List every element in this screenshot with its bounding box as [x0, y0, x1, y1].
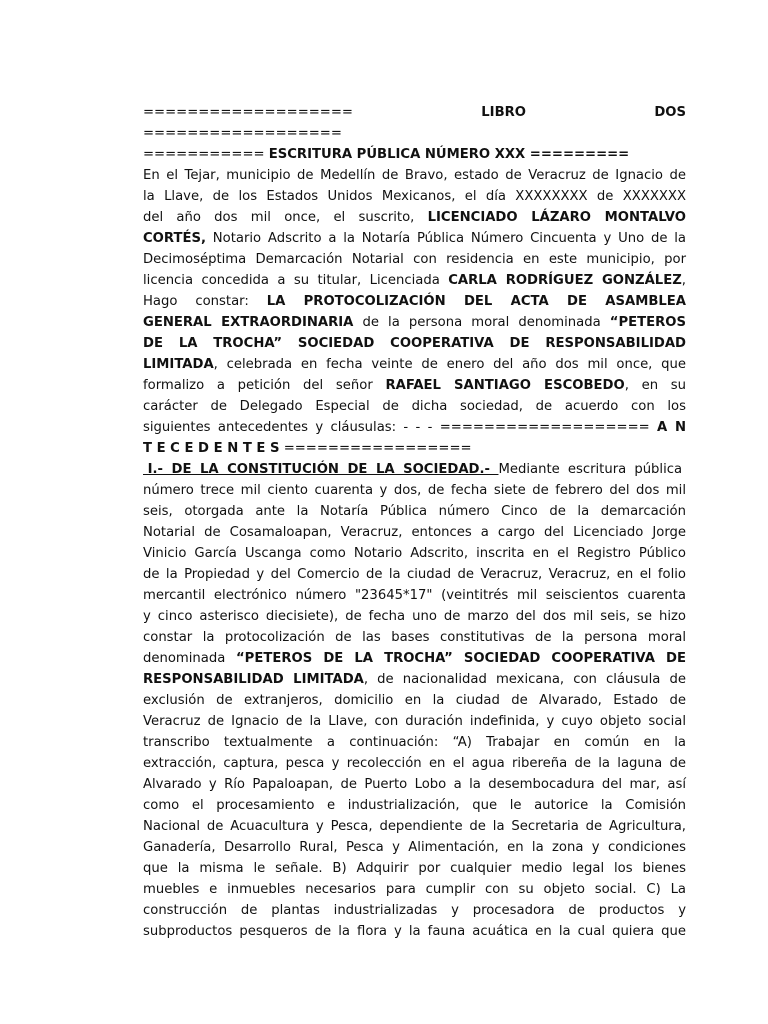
text-line [143, 690, 686, 711]
text-line [143, 795, 686, 816]
text-run: exclusión de extranjeros, domicilio en la ciudad de Alvarado, Estado de [143, 693, 686, 708]
text-line [143, 459, 686, 480]
text-run: como el procesamiento e industrialización, que le autorice la Comisión [143, 798, 686, 813]
text-line [143, 774, 686, 795]
text-run: RESPONSABILIDAD LIMITADA [143, 672, 364, 687]
text-line [143, 291, 686, 312]
text-line [143, 711, 686, 732]
text-line [143, 396, 686, 417]
text-line [143, 900, 686, 921]
text-line [143, 564, 686, 585]
text-line [143, 186, 686, 207]
text-line [143, 333, 686, 354]
text-run: ================== [143, 126, 342, 141]
document-page [143, 102, 686, 942]
text-run: ESCRITURA PÚBLICA NÚMERO XXX ========= [268, 147, 630, 162]
text-run: seis, otorgada ante la Notaría Pública número Cinco de la demarcación [143, 504, 686, 519]
text-line [143, 228, 686, 249]
text-run: muebles e inmuebles necesarios para cumplir con su objeto social. C) La [143, 882, 686, 897]
text-run: denominada [143, 651, 237, 666]
text-run: I.- DE LA CONSTITUCIÓN DE LA SOCIEDAD.- [143, 462, 499, 477]
text-run: carácter de Delegado Especial de dicha sociedad, de acuerdo con los [143, 399, 686, 414]
text-line [143, 417, 686, 438]
text-run: LICENCIADO LÁZARO MONTALVO [427, 210, 686, 225]
text-run: En el Tejar, municipio de Medellín de Bravo, estado de Veracruz de Ignacio de [143, 168, 686, 183]
text-run: formalizo a petición del señor [143, 378, 386, 393]
text-run: la Llave, de los Estados Unidos Mexicanos, el día XXXXXXXX de XXXXXXX [143, 189, 686, 204]
text-line [143, 732, 686, 753]
text-run: “PETEROS [609, 315, 686, 330]
text-run: DE LA TROCHA” SOCIEDAD COOPERATIVA DE RESPONSABILIDAD [143, 336, 686, 351]
text-run: Notario Adscrito a la Notaría Pública Número Cincuenta y Uno de la [205, 231, 686, 246]
text-run: del año dos mil once, el suscrito, [143, 210, 428, 225]
text-line [143, 207, 686, 228]
text-line [143, 753, 686, 774]
text-line [143, 858, 686, 879]
text-run: de la Propiedad y del Comercio de la ciudad de Veracruz, Veracruz, en el folio [143, 567, 686, 582]
text-run: T E C E D E N T E S [143, 441, 280, 456]
text-run: número trece mil ciento cuarenta y dos, de fecha siete de febrero del dos mil [143, 483, 686, 498]
text-line [143, 270, 686, 291]
text-line [143, 375, 686, 396]
text-run: Ganadería, Desarrollo Rural, Pesca y Alimentación, en la zona y condiciones [143, 840, 686, 855]
text-run: ================= [279, 441, 472, 456]
text-run: LIMITADA [143, 357, 214, 372]
text-run: Decimoséptima Demarcación Notarial con residencia en este municipio, por [143, 252, 686, 267]
text-run: Mediante escritura pública [498, 462, 683, 477]
text-run: LIBRO [481, 105, 527, 120]
text-run: transcribo textualmente a continuación: “A) Trabajar en común en la [143, 735, 686, 750]
text-run: constar la protocolización de las bases constitutivas de la persona moral [143, 630, 686, 645]
text-line [143, 669, 686, 690]
text-line [143, 879, 686, 900]
text-run: de la persona moral denominada [353, 315, 610, 330]
text-run: LA PROTOCOLIZACIÓN DEL ACTA DE ASAMBLEA [266, 294, 686, 309]
text-run: extracción, captura, pesca y recolección en el agua ribereña de la laguna de [143, 756, 686, 771]
text-run: Nacional de Acuacultura y Pesca, dependiente de la Secretaria de Agricultura, [143, 819, 686, 834]
text-run: =========== [143, 147, 269, 162]
text-line [143, 249, 686, 270]
text-run: , en su [624, 378, 687, 393]
text-run: DOS [654, 105, 686, 120]
text-line [143, 816, 686, 837]
text-run: “PETEROS DE LA TROCHA” SOCIEDAD COOPERATIVA DE [236, 651, 686, 666]
text-run: Vinicio García Uscanga como Notario Adscrito, inscrita en el Registro Público [143, 546, 686, 561]
text-line [143, 921, 686, 942]
text-run: y cinco asterisco diecisiete), de fecha uno de marzo del dos mil seis, se hizo [143, 609, 686, 624]
text-run: Hago constar: [143, 294, 267, 309]
text-line [143, 627, 686, 648]
text-run: Alvarado y Río Papaloapan, de Puerto Lobo a la desembocadura del mar, así [143, 777, 686, 792]
text-run: construcción de plantas industrializadas y procesadora de productos y [143, 903, 686, 918]
text-line [143, 522, 686, 543]
text-line [143, 102, 686, 123]
text-run: CORTÉS, [143, 231, 206, 246]
text-run: licencia concedida a su titular, Licenciada [143, 273, 449, 288]
text-line [143, 480, 686, 501]
text-line [143, 123, 686, 144]
text-line [143, 606, 686, 627]
text-line [143, 501, 686, 522]
text-run: subproductos pesqueros de la flora y la fauna acuática en la cual quiera que [143, 924, 686, 939]
text-run: mercantil electrónico número "23645*17" (veintitrés mil seiscientos cuarenta [143, 588, 686, 603]
text-line [143, 165, 686, 186]
text-run: =================== [143, 105, 353, 120]
text-line [143, 354, 686, 375]
text-run: que la misma le señale. B) Adquirir por cualquier medio legal los bienes [143, 861, 686, 876]
text-line [143, 585, 686, 606]
text-run: GENERAL EXTRAORDINARIA [143, 315, 354, 330]
text-run: A N [657, 420, 686, 435]
text-run: , [681, 273, 686, 288]
text-line [143, 144, 686, 165]
text-run: Veracruz de Ignacio de la Llave, con duración indefinida, y cuyo objeto social [143, 714, 686, 729]
text-line [143, 837, 686, 858]
text-run: , celebrada en fecha veinte de enero del año dos mil once, que [213, 357, 686, 372]
text-run: siguientes antecedentes y cláusulas: - - - =================== [143, 420, 658, 435]
text-line [143, 438, 686, 459]
text-line [143, 543, 686, 564]
text-run: CARLA RODRÍGUEZ GONZÁLEZ [448, 273, 682, 288]
text-run: , de nacionalidad mexicana, con cláusula de [363, 672, 686, 687]
text-line [143, 312, 686, 333]
text-line [143, 648, 686, 669]
text-run: RAFAEL SANTIAGO ESCOBEDO [385, 378, 625, 393]
text-run: Notarial de Cosamaloapan, Veracruz, entonces a cargo del Licenciado Jorge [143, 525, 686, 540]
